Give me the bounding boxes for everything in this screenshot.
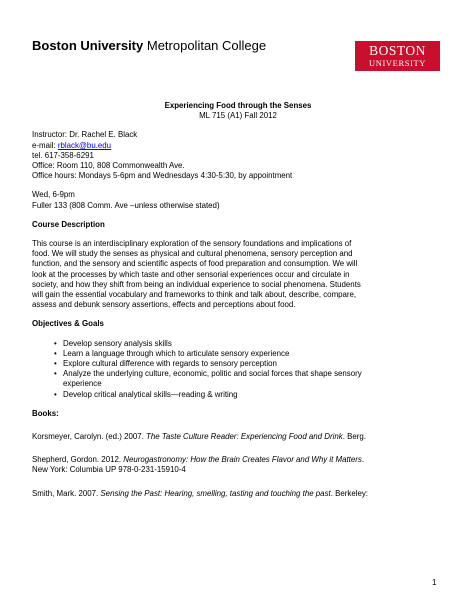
list-item	[54, 369, 444, 389]
list-item: • Explore cultural difference with regards to sensory perception	[54, 359, 444, 369]
page-number: 1	[432, 578, 437, 587]
class-time: Wed, 6-9pm	[32, 190, 75, 200]
list-item-continuation: experience	[63, 379, 102, 389]
email-link[interactable]: rblack@bu.edu	[57, 140, 112, 150]
instructor-tel: tel. 617-358-6291	[32, 150, 94, 160]
objectives-list	[32, 339, 444, 400]
description-line: look at the processes by which taste and other sensorial experiences occur and circulate in	[32, 269, 350, 279]
instructor-email-line	[32, 141, 444, 151]
course-code: ML 715 (A1) Fall 2012	[199, 111, 277, 121]
description-line: food. We will study the senses as physical and cultural phenomena, sensory perception and	[32, 249, 353, 259]
logo-line-2: UNIVERSITY	[369, 58, 426, 68]
list-item: • Develop sensory analysis skills	[54, 339, 444, 349]
description-line: assess and debunk sensory assertions, effects and perceptions about food.	[32, 300, 296, 310]
book-entry-korsmeyer	[32, 432, 444, 442]
description-line: This course is an interdisciplinary exploration of the sensory foundations and implications of	[32, 239, 352, 249]
book-entry-shepherd-publisher: New York: Columbia UP 978-0-231-15910-4	[32, 465, 186, 475]
syllabus-body	[32, 101, 444, 499]
course-title: Experiencing Food through the Senses	[164, 101, 312, 110]
class-location: Fuller 133 (808 Comm. Ave –unless otherwise stated)	[32, 200, 220, 210]
book-title: Neurogastronomy: How the Brain Creates Flavor and Why it Matters	[123, 455, 362, 465]
book-author: Korsmeyer, Carolyn. (ed.) 2007.	[32, 432, 147, 442]
list-item: • Learn a language through which to articulate sensory experience	[54, 349, 444, 359]
email-label: e-mail:	[32, 140, 58, 150]
book-author: Shepherd, Gordon. 2012.	[32, 455, 124, 465]
description-line: society, and how they shift from being an individual experience to social phenomena. Students	[32, 279, 361, 289]
book-publisher: . Berg.	[342, 432, 366, 442]
description-line: function, and the sensory and scientific aspects of food preparation and consumption. We will	[32, 259, 358, 269]
instructor-hours: Office hours: Mondays 5-6pm and Wednesdays 4:30-5:30, by appointment	[32, 171, 293, 181]
college-header	[32, 38, 266, 53]
book-title: The Taste Culture Reader: Experiencing Food and Drink	[146, 432, 343, 442]
boston-university-logo	[355, 41, 440, 71]
instructor-office: Office: Room 110, 808 Commonwealth Ave.	[32, 161, 185, 171]
book-punctuation: .	[361, 455, 365, 465]
book-publisher: . Berkeley:	[330, 488, 368, 498]
logo-line-1: BOSTON	[369, 43, 426, 58]
list-item-text: Analyze the underlying culture, economic, politic and social forces that shape sensory	[63, 369, 362, 379]
book-entry-smith	[32, 489, 444, 499]
book-entry-shepherd	[32, 455, 444, 465]
college-name-rest: Metropolitan College	[143, 38, 267, 53]
objectives-heading: Objectives & Goals	[32, 319, 104, 329]
college-name-bold: Boston University	[32, 38, 144, 53]
book-title: Sensing the Past: Hearing, smelling, tasting and touching the past	[100, 488, 331, 498]
list-item: • Develop critical analytical skills—reading & writing	[54, 390, 444, 400]
description-line: will gain the essential vocabulary and frameworks to think and talk about, describe, compare,	[32, 290, 357, 300]
instructor-name: Instructor: Dr. Rachel E. Black	[32, 130, 138, 140]
book-author: Smith, Mark. 2007.	[32, 488, 101, 498]
course-description-heading: Course Description	[32, 219, 105, 229]
books-heading: Books:	[32, 408, 59, 418]
